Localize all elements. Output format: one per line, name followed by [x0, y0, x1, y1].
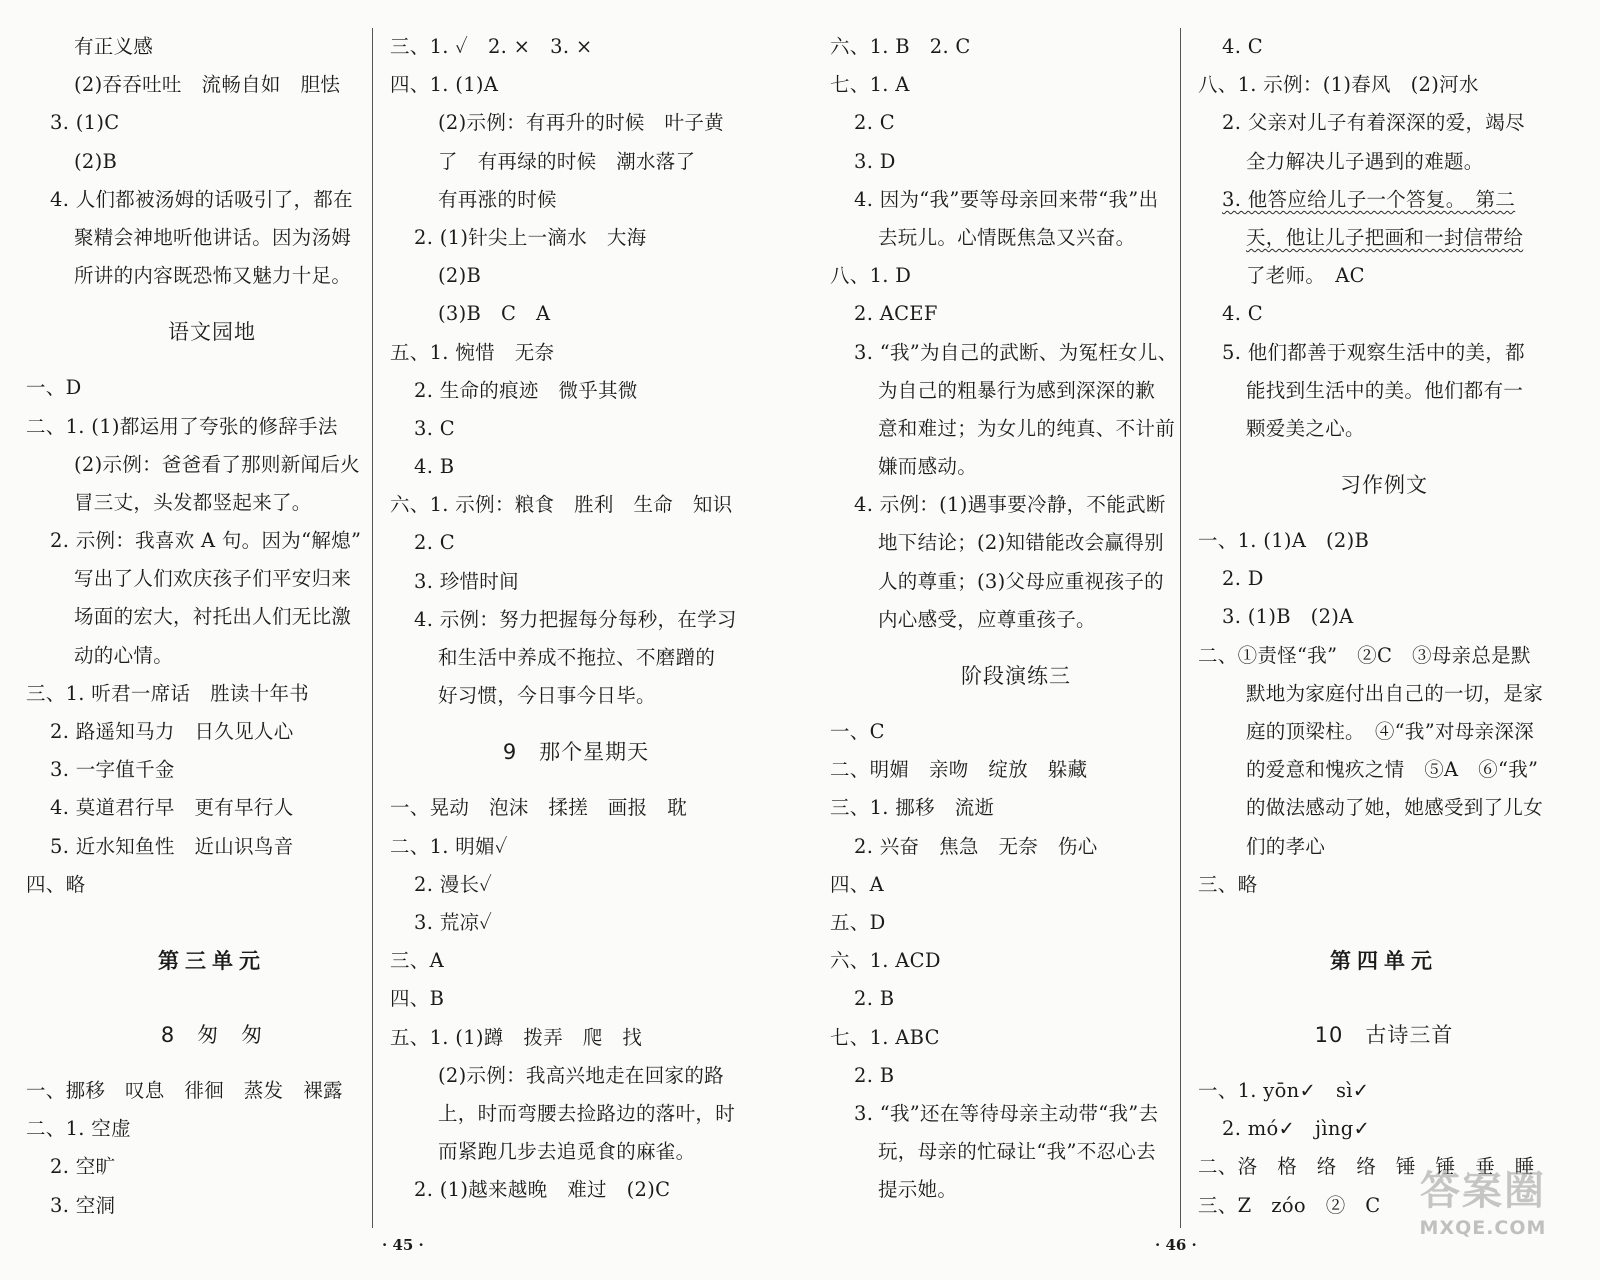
answer-line: 玩，母亲的忙碌让“我”不忍心去 — [878, 1140, 1156, 1164]
answer-line — [1198, 181, 1570, 219]
answer-line: 3. “我”为自己的武断、为冤枉女儿、 — [854, 340, 1178, 364]
answer-line: 4. 示例：(1)遇事要冷静，不能武断 — [854, 493, 1166, 517]
answer-line: 能找到生活中的美。他们都有一 — [1246, 378, 1524, 402]
answer-line: 了老师。 AC — [1246, 264, 1365, 288]
answer-line: (3)B C A — [438, 302, 551, 326]
page-number-left: · 45 · — [382, 1236, 424, 1254]
answer-line: 3. (1)B (2)A — [1222, 605, 1354, 629]
answer-line: 3. C — [414, 416, 455, 440]
answer-line: 三、Z zóo ② C — [1198, 1193, 1381, 1217]
answer-line: (2)B — [74, 149, 118, 173]
answer-line: 了 有再绿的时候 潮水落了 — [438, 149, 696, 173]
answer-line: 人的尊重；(3)父母应重视孩子的 — [878, 569, 1164, 593]
section-heading: 阶段演练三 — [961, 664, 1071, 688]
answer-line: 3. 珍惜时间 — [414, 569, 519, 593]
section-heading: 9 那个星期天 — [502, 740, 650, 765]
wavy-underlined-text: 3. 他答应给儿子一个答复。 第二 — [1222, 187, 1516, 211]
answer-line: 5. 近水知鱼性 近山识鸟音 — [50, 834, 294, 858]
answer-line: 2. B — [854, 1063, 895, 1087]
answer-line: 八、1. 示例：(1)春风 (2)河水 — [1198, 73, 1479, 97]
answer-line: 上，时而弯腰去捡路边的落叶，时 — [438, 1101, 736, 1125]
answer-line: 而紧跑几步去追觅食的麻雀。 — [438, 1140, 696, 1164]
answer-line: 4. C — [1222, 302, 1263, 326]
answer-line: 冒三丈，头发都竖起来了。 — [74, 490, 312, 514]
answer-line — [1198, 219, 1570, 257]
answer-line: 2. 路遥知马力 日久见人心 — [50, 720, 294, 743]
section-spacer — [26, 904, 398, 924]
answer-line: 为自己的粗暴行为感到深深的歉 — [878, 378, 1156, 402]
answer-line: (2)B — [438, 264, 482, 288]
answer-line: 有再涨的时候 — [438, 187, 557, 211]
answer-line: 2. mó✓ jìng✓ — [1222, 1117, 1371, 1141]
answer-line: 三、略 — [1198, 872, 1258, 896]
answer-line: 3. D — [854, 149, 896, 173]
answer-line: 2. (1)针尖上一滴水 大海 — [414, 225, 647, 249]
answer-line: 八、1. D — [830, 264, 912, 288]
answer-line: (2)示例：爸爸看了那则新闻后火 — [74, 452, 360, 476]
answer-line: 3. 一字值千金 — [50, 758, 175, 782]
answer-line: 2. ACEF — [854, 302, 938, 326]
answer-line: 七、1. ABC — [830, 1025, 940, 1049]
answer-line: 2. C — [854, 111, 895, 135]
answer-line: 二、1. 空虚 — [26, 1117, 131, 1141]
answer-column-2 — [390, 28, 762, 1209]
answer-line: (2)吞吞吐吐 流畅自如 胆怯 — [74, 73, 341, 97]
answer-line: 四、1. (1)A — [390, 73, 499, 97]
answer-line: 写出了人们欢庆孩子们平安归来 — [74, 567, 352, 591]
answer-line: 三、1. ✓ 2. × 3. × — [390, 35, 593, 58]
answer-line: 三、A — [390, 949, 444, 973]
answer-line: 所讲的内容既恐怖又魅力十足。 — [74, 264, 352, 288]
answer-line: 三、1. 听君一席话 胜读十年书 — [26, 681, 310, 705]
answer-line: 地下结论；(2)知错能改会赢得别 — [878, 531, 1164, 555]
answer-line: 提示她。 — [878, 1178, 958, 1202]
answer-column-4 — [1198, 28, 1570, 1225]
section-heading: 语文园地 — [168, 320, 256, 345]
wavy-underlined-text: 天，他让儿子把画和一封信带给 — [1246, 225, 1524, 249]
answer-line: 一、晃动 泡沫 揉搓 画报 耽 — [390, 796, 688, 820]
answer-line: 二、①责怪“我” ②C ③母亲总是默 — [1198, 643, 1531, 667]
answer-line: 3. (1)C — [50, 111, 120, 135]
answer-line: 3. 荒凉✓ — [414, 910, 493, 934]
answer-line: 五、1. 惋惜 无奈 — [390, 340, 555, 364]
answer-line: 们的孝心 — [1246, 834, 1326, 858]
answer-line: 2. D — [1222, 567, 1264, 591]
answer-line: 四、略 — [26, 872, 86, 896]
answer-line: 2. 漫长✓ — [414, 872, 493, 896]
section-heading: 10 古诗三首 — [1314, 1022, 1454, 1047]
answer-line: 六、1. ACD — [830, 949, 941, 973]
answer-line: 4. 莫道君行早 更有早行人 — [50, 796, 294, 820]
answer-line: 二、洛 格 络 络 锤 锤 垂 睡 — [1198, 1155, 1535, 1179]
answer-line: 4. 示例：努力把握每分每秒，在学习 — [414, 607, 737, 631]
answer-line: 的做法感动了她，她感受到了儿女 — [1246, 796, 1544, 820]
answer-line: 2. C — [414, 531, 455, 555]
answer-line: 意和难过；为女儿的纯真、不计前 — [878, 416, 1176, 440]
answer-line: 一、D — [26, 376, 82, 400]
answer-line: 二、1. 明媚✓ — [390, 834, 508, 858]
answer-line: 四、B — [390, 987, 445, 1011]
answer-line: 3. 空洞 — [50, 1193, 116, 1217]
answer-line: 默地为家庭付出自己的一切，是家 — [1246, 681, 1544, 705]
watermark-url: MXQE.COM — [1419, 1217, 1547, 1239]
answer-line: 一、C — [830, 720, 885, 743]
answer-line: 内心感受，应尊重孩子。 — [878, 607, 1096, 631]
answer-line: 六、1. 示例：粮食 胜利 生命 知识 — [390, 493, 733, 517]
answer-line: 全力解决儿子遇到的难题。 — [1246, 149, 1484, 173]
unit-heading: 第四单元 — [1330, 947, 1438, 973]
section-heading: 8 匆 匆 — [160, 1022, 264, 1047]
page-number-right: · 46 · — [1155, 1236, 1197, 1254]
answer-line: 4. B — [414, 455, 455, 479]
answer-line: 一、1. yōn✓ sì✓ — [1198, 1078, 1370, 1102]
answer-line: 2. (1)越来越晚 难过 (2)C — [414, 1178, 671, 1202]
answer-line: 四、A — [830, 872, 884, 896]
answer-line: 2. 父亲对儿子有着深深的爱，竭尽 — [1222, 111, 1525, 135]
answer-line: 二、明媚 亲吻 绽放 躲藏 — [830, 758, 1088, 782]
answer-line: 好习惯，今日事今日毕。 — [438, 684, 656, 708]
answer-line: 五、D — [830, 910, 886, 934]
answer-line: 聚精会神地听他讲话。因为汤姆 — [74, 225, 352, 249]
answer-line: 3. “我”还在等待母亲主动带“我”去 — [854, 1101, 1159, 1125]
section-spacer — [1198, 904, 1570, 924]
answer-line: 三、1. 挪移 流逝 — [830, 796, 995, 820]
answer-line: 五、1. (1)蹲 拨弄 爬 找 — [390, 1025, 643, 1049]
answer-line: 和生活中养成不拖拉、不磨蹭的 — [438, 646, 716, 669]
answer-line: 4. 因为“我”要等母亲回来带“我”出 — [854, 187, 1159, 211]
answer-column-1 — [26, 28, 398, 1225]
answer-line: (2)示例：我高兴地走在回家的路 — [438, 1063, 724, 1087]
answer-line: 庭的顶梁柱。 ④“我”对母亲深深 — [1246, 720, 1534, 743]
answer-line: 七、1. A — [830, 73, 910, 97]
answer-line: 的爱意和愧疚之情 ⑤A ⑥“我” — [1246, 758, 1539, 782]
answer-line: 去玩儿。心情既焦急又兴奋。 — [878, 225, 1136, 249]
watermark-logo-text: 答案圈 — [1420, 1168, 1546, 1214]
answer-line: 2. 生命的痕迹 微乎其微 — [414, 378, 638, 402]
answer-line: 一、挪移 叹息 徘徊 蒸发 裸露 — [26, 1078, 343, 1102]
answer-line: (2)示例：有再升的时候 叶子黄 — [438, 111, 724, 135]
answer-line: 场面的宏大，衬托出人们无比激 — [74, 605, 352, 629]
answer-line: 动的心情。 — [74, 643, 174, 667]
answer-line: 4. C — [1222, 35, 1263, 58]
answer-line: 4. 人们都被汤姆的话吸引了，都在 — [50, 187, 353, 211]
answer-line: 2. 示例：我喜欢 A 句。因为“解熄” — [50, 529, 362, 553]
answer-line: 颗爱美之心。 — [1246, 416, 1365, 440]
answer-column-3 — [830, 28, 1202, 1209]
answer-line: 有正义感 — [74, 35, 154, 58]
answer-line: 二、1. (1)都运用了夸张的修辞手法 — [26, 414, 338, 438]
answer-line: 一、1. (1)A (2)B — [1198, 529, 1370, 553]
answer-line: 2. B — [854, 987, 895, 1011]
unit-heading: 第三单元 — [158, 947, 266, 973]
answer-line: 2. 兴奋 焦急 无奈 伤心 — [854, 834, 1098, 858]
answer-line: 六、1. B 2. C — [830, 35, 971, 58]
answer-line: 嫌而感动。 — [878, 455, 978, 479]
answer-line: 5. 他们都善于观察生活中的美，都 — [1222, 340, 1525, 364]
section-heading: 习作例文 — [1340, 473, 1428, 498]
site-watermark — [1400, 1165, 1566, 1255]
answer-line: 2. 空旷 — [50, 1155, 116, 1179]
